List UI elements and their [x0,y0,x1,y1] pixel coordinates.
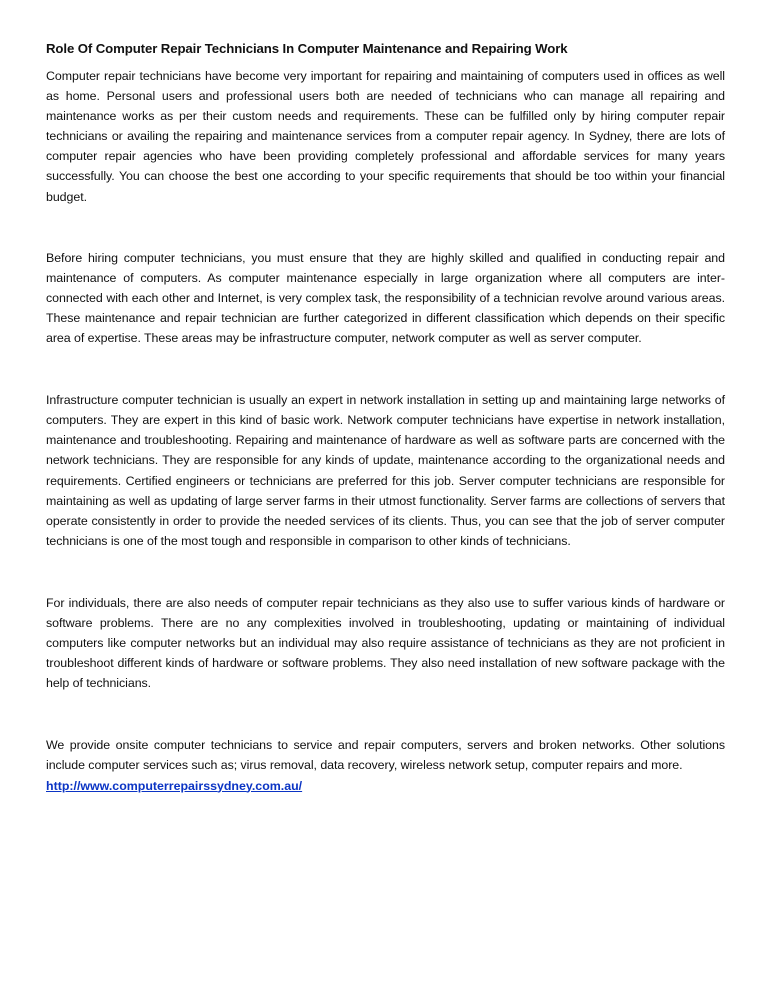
paragraph-spacer [46,207,725,248]
paragraph-hiring: Before hiring computer technicians, you must ensure that they are highly skilled and qualified in conducting repair and maintenance of computers. As computer maintenance especially in large organization where all computers are inter-connected with each other and Internet, is very complex task, the responsibility of a technician revolve around various areas. These maintenance and repair technician are further categorized in different classification which depends on their specific area of expertise. These areas may be infrastructure computer, network computer as well as server computer. [46,250,725,346]
paragraph-services: We provide onsite computer technicians to service and repair computers, servers and broken networks. Other solutions include computer services such as; virus removal, data recovery, wireless network setup, computer repairs and more. [46,738,725,773]
paragraph-spacer [46,693,725,735]
document-title: Role Of Computer Repair Technicians In Computer Maintenance and Repairing Work [46,41,568,56]
document-page [46,40,725,796]
paragraph-spacer [46,551,725,593]
paragraph-infrastructure: Infrastructure computer technician is usually an expert in network installation in setting up and maintaining large networks of computers. They are expert in this kind of basic work. Network computer technicians have expertise in network installation, maintenance and troubleshooting. Repairing and maintenance of hardware as well as software parts are concerned with the network technicians. They are responsible for any kinds of update, maintenance according to the organizational needs and requirements. Certified engineers or technicians are preferred for this job. Server computer technicians are responsible for maintaining as well as updating of large server farms in their utmost functionality. Server farms are collections of servers that operate consistently in order to provide the needed services of its clients. Thus, you can see that the job of server computer technicians is one of the most tough and responsible in comparison to other kinds of technicians. [46,393,725,548]
website-link[interactable]: http://www.computerrepairssydney.com.au/ [46,778,303,793]
paragraph-spacer [46,348,725,390]
paragraph-individuals: For individuals, there are also needs of computer repair technicians as they also use to suffer various kinds of hardware or software problems. There are no any complexities involved in troubleshooting, updating or maintaining of individual computers like computer networks but an individual may also require assistance of technicians as they are not proficient in troubleshoot different kinds of hardware or software problems. They also need installation of new software package with the help of technicians. [46,595,725,691]
paragraph-intro: Computer repair technicians have become very important for repairing and maintaining of computers used in offices as well as home. Personal users and professional users both are needed of technicians who can manage all repairing and maintenance works as per their custom needs and requirements. These can be fulfilled only by hiring computer repair technicians or availing the repairing and maintenance services from a computer repair agency. In Sydney, there are lots of computer repair agencies who have been providing completely professional and affordable services for many years successfully. You can choose the best one according to your specific requirements that should be too within your financial budget. [46,69,725,204]
